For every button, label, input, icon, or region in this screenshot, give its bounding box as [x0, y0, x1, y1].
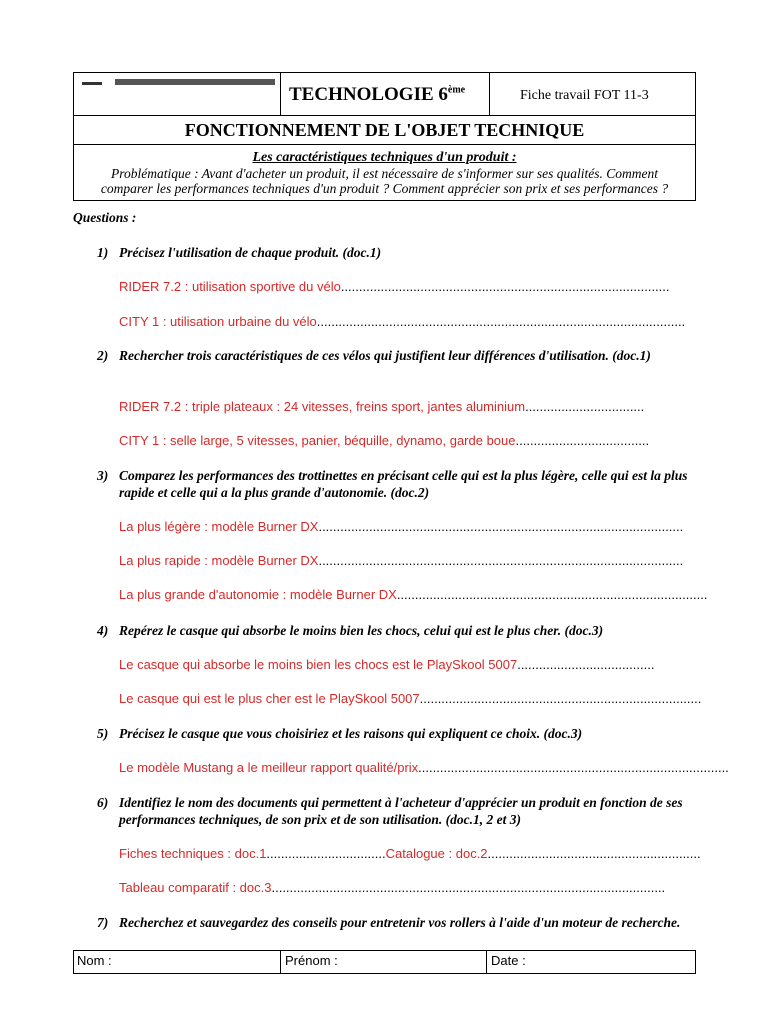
answer-2a: RIDER 7.2 : triple plateaux : 24 vitesses, freins sport, jantes aluminium................................. [119, 399, 645, 414]
footer-date: Date : [491, 953, 526, 968]
header-divider-2 [489, 72, 490, 116]
answer-3c: La plus grande d'autonomie : modèle Burner DX...................................................................................... [119, 587, 708, 602]
logo-bar-1 [82, 82, 102, 85]
answer-2b: CITY 1 : selle large, 5 vitesses, panier, béquille, dynamo, garde boue..................................... [119, 433, 650, 448]
answer-3a: La plus légère : modèle Burner DX..................................................................................................... [119, 519, 684, 534]
header-divider-1 [280, 72, 281, 116]
fiche-label: Fiche travail FOT 11-3 [520, 88, 649, 103]
answer-6a: Fiches techniques : doc.1.................................Catalogue : doc.2........................................................... [119, 846, 701, 861]
subject-title: TECHNOLOGIE 6ème [289, 84, 466, 105]
problem-line-1: Problématique : Avant d'acheter un produit, il est nécessaire de s'informer sur ses qualités. Comment [111, 166, 658, 181]
answer-1a: RIDER 7.2 : utilisation sportive du vélo........................................................................................... [119, 279, 670, 294]
logo [80, 78, 280, 92]
subtitle: Les caractéristiques techniques d'un produit : [252, 150, 517, 165]
answer-1b: CITY 1 : utilisation urbaine du vélo...................................................................................................... [119, 314, 686, 329]
footer-prenom: Prénom : [281, 951, 487, 973]
problem-line-2: comparer les performances techniques d'un produit ? Comment apprécier son prix et ses performances ? [100, 181, 669, 196]
main-title: FONCTIONNEMENT DE L'OBJET TECHNIQUE [184, 120, 585, 140]
answer-3b: La plus rapide : modèle Burner DX..................................................................................................... [119, 553, 684, 568]
answer-5: Le modèle Mustang a le meilleur rapport qualité/prix...................................................................................... [119, 760, 729, 775]
questions-label: Questions : [73, 210, 137, 225]
answer-4a: Le casque qui absorbe le moins bien les chocs est le PlaySkool 5007...................................... [119, 657, 655, 672]
answer-6b: Tableau comparatif : doc.3............................................................................................................. [119, 880, 666, 895]
logo-bar-2 [115, 79, 275, 85]
answer-4b: Le casque qui est le plus cher est le PlaySkool 5007.............................................................................. [119, 691, 702, 706]
footer-nom: Nom : [73, 951, 281, 973]
